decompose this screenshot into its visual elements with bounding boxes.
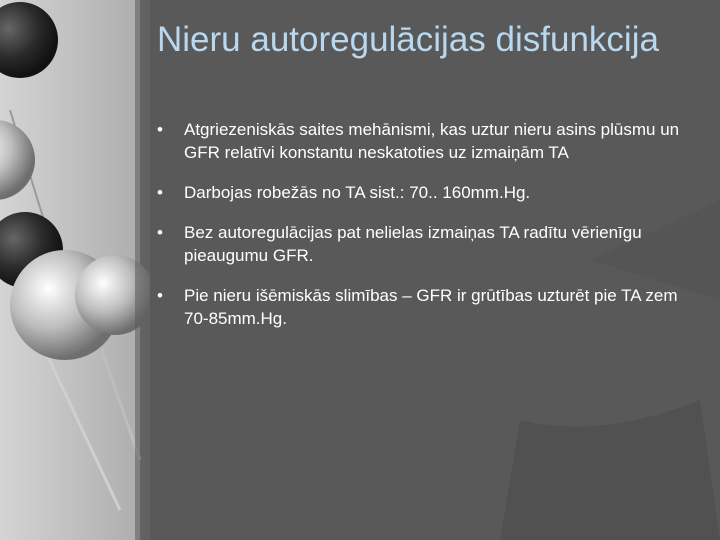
bullet-item (157, 181, 687, 204)
bullet-marker: • (157, 286, 163, 305)
slide-title: Nieru autoregulācijas disfunkcija (157, 20, 659, 59)
bullet-text: Darbojas robežās no TA sist.: 70.. 160mm.Hg. (184, 183, 531, 202)
bullet-list (157, 118, 687, 347)
bullet-text: Pie nieru išēmiskās slimības – GFR ir grūtības uzturēt pie TA zem 70-85mm.Hg. (184, 286, 678, 328)
bullet-item (157, 221, 687, 267)
bullet-item (157, 118, 687, 164)
bullet-marker: • (157, 223, 163, 242)
bullet-item (157, 284, 687, 330)
bullet-text: Bez autoregulācijas pat nelielas izmaiņas TA radītu vērienīgu pieaugumu GFR. (184, 223, 642, 265)
bullet-marker: • (157, 183, 163, 202)
bullet-marker: • (157, 120, 163, 139)
bullet-text: Atgriezeniskās saites mehānismi, kas uztur nieru asins plūsmu un GFR relatīvi konstantu neskatoties uz izmaiņām TA (184, 120, 680, 162)
